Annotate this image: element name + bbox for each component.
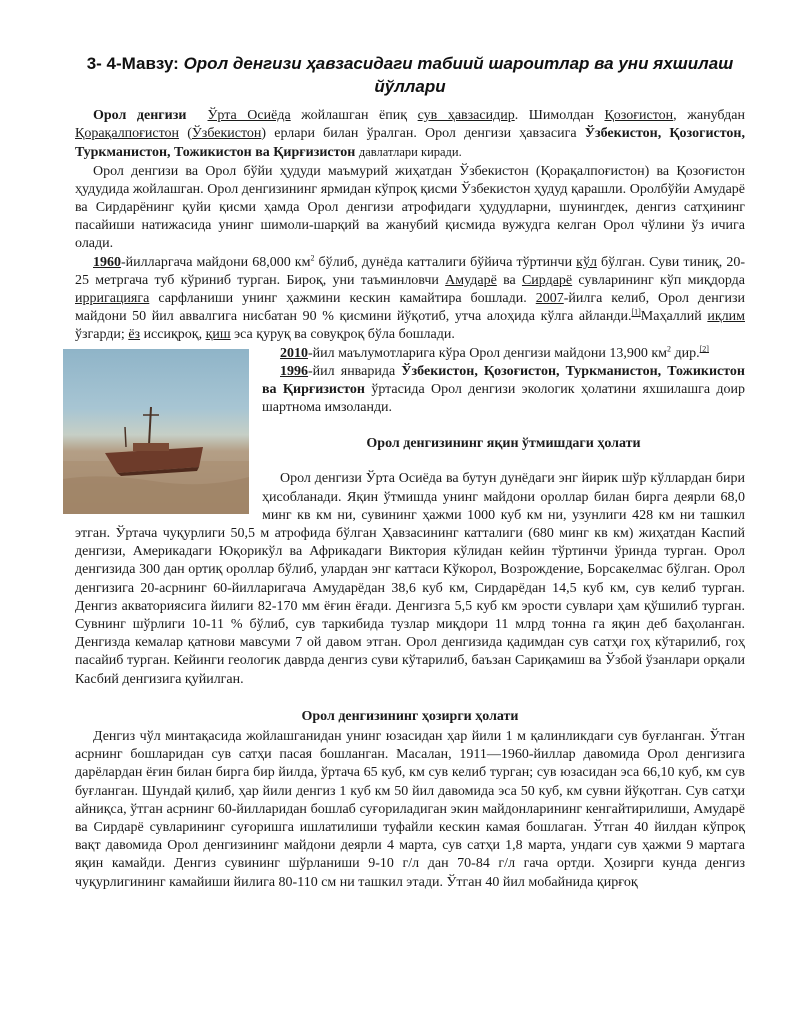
link-karakalpakstan[interactable]: Қорақалпоғистон	[75, 126, 180, 142]
link-year-1996[interactable]: 1996	[280, 363, 308, 379]
page-title	[75, 52, 745, 98]
document-page	[75, 52, 745, 892]
link-year-2007[interactable]: 2007	[535, 291, 564, 307]
current-state-paragraph: Денгиз чўл минтақасида жойлашганидан унинг юзасидан ҳар йили 1 м қалинликдаги сув буғланган. Ўтган асрнинг бошларидан сув сатҳи пасая бошланган. Масалан, 1911—1960-йиллар давомида Орол денгизига дарёлардан ёғин билан бирга бир йилда, ўртача 65 куб, км сув келиб турган; сув юзасидан эса 66,10 куб, км сув буғланган. Шундай қилиб, ҳар йили денгиз 1 куб км 50 йил давомида эса 50 куб, км сувни йўқотган. Сув сатҳи айниқса, ўтган асрнинг 60-йилларидан бошлаб суғориладиган экин майдонларининг кенгайтирилиши, Амударё ва Сирдарё сувларининг суғоришга ишлатилиши туфайли кескин камая бошлаган. Ўтган 40 йилдан кўпроқ вақт давомида Орол денгизининг майдони деярли 4 марта, сув сатҳи 1,8 марта, ундаги сув ҳажми 9 мартага яқин камайди. Денгиз сувининг шўрланиши 9-10 г/л дан 70-84 г/л гача ортди. Ҳозирги кунда денгиз чуқурлигининг камайиши йилига 80-110 см ни ташкил этади. Ўтган 40 йил мобайнида қирғоқ	[75, 728, 745, 890]
link-kazakhstan[interactable]: Қозоғистон	[604, 108, 674, 123]
link-year-1960[interactable]: 1960	[93, 254, 121, 270]
intro-paragraph: Орол денгизи Ўрта Осиёда жойлашган ёпиқ сув ҳавзасидир. Шимолдан Қозоғистон, жанубдан Қорақалпоғистон (Ўзбекистон) ерлари билан ўралган. Орол денгизи ҳавзасига Ўзбекистон, Қозогистон, Туркманистон, Тожикистон ва Қирғизистон давлатлари киради.	[75, 108, 745, 161]
link-water-basin[interactable]: сув ҳавзасидир	[417, 108, 515, 123]
link-amudarya[interactable]: Амударё	[445, 272, 497, 288]
link-winter[interactable]: қиш	[205, 327, 231, 343]
section-heading-current-state: Орол денгизининг ҳозирги ҳолати	[301, 708, 519, 724]
link-uzbekistan[interactable]: Ўзбекистон	[191, 126, 262, 142]
treaty-countries: Ўзбекистон, Қозоғистон, Туркманистон, Тожикистон ва Қирғизистон	[262, 363, 745, 398]
link-syrdarya[interactable]: Сирдарё	[521, 272, 573, 288]
recent-past-paragraph: Орол денгизи Ўрта Осиёда ва бутун дунёдаги энг йирик шўр кўллардан бири ҳисобланади. Яқин ўтмишда унинг майдони ороллар билан бирга деярли 68,0 минг кв км ни, сувининг ҳажми 1000 куб км ни, узунлиги 428 км ни ташкил этган. Ўртача чуқурлиги 50,5 м атрофида бўлган Ҳавзасининг катталиги (680 минг кв км) жиҳатдан Каспий денгизи, Америкадаги Юқорикўл ва Африкадаги Виктория кўлидан кейин тўртинчи ўринда турган. Орол денгизида 300 дан ортиқ ороллар бўлиб, улардан энг каттаси Кўкорол, Возрождение, Борсакелмас бўлган. Орол денгизига 20-асрнинг 60-йилларигача Амударёдан 38,6 куб км, Сирдарёдан 14,5 куб км, сув келиб турган. Денгиз акваториясига йилиги 82-170 мм ёғин ёғади. Денгизга 5,5 куб км эрости сувлари ҳам қўшилиб турган. Сувнинг шўрлиги 10-11 % бўлиб, сув таркибида тузлар миқдори 11 млрд тонна га яқин деб баҳоланган. Денгизда кемалар қатнови мавсуми 7 ой давом этган. Орол денгизида қадимдан сув сатҳи гоҳ кўтарилиб, гоҳ пасайиб турган. Кейинги геологик даврда денгиз суви кўтарилиб, баъзан Сариқамиш ва Ўзбой ўзанлари орқали Касбий денгизига қуйилган.	[75, 471, 745, 687]
link-central-asia[interactable]: Ўрта Осиёда	[207, 108, 291, 123]
admin-paragraph: Орол денгизи ва Орол бўйи ҳудуди маъмурий жиҳатдан Ўзбекистон (Қорақалпоғистон) ва Қозоғистон ҳудудида жойлашган. Орол денгизининг ярмидан кўпроқ қисми Ўзбекистон ҳудуд қарашли. Оролбўйи Амударё ва Сирдарёнинг қуйи қисми ҳамда Орол денгизи атрофидаги ҳудудларни, шунингдек, денгиз сатҳининг пасайиши натижасида унинг шимоли-шарқий ва жанубий қисмида вужудга келган Орол чўлини ўз ичига олади.	[75, 163, 745, 252]
treaty-paragraph: 1996-йил январида Ўзбекистон, Қозоғистон, Туркманистон, Тожикистон ва Қирғизистон ўртасида Орол денгизи экологик ҳолатини яхшилашга доир шартнома имзоланди.	[262, 363, 746, 416]
link-climate[interactable]: иқлим	[707, 309, 745, 325]
footnote-ref-2[interactable]: [2]	[699, 343, 709, 353]
link-irrigation[interactable]: ирригацияга	[75, 291, 150, 307]
link-lake[interactable]: кўл	[576, 254, 597, 270]
link-summer[interactable]: ёз	[128, 327, 141, 343]
basin-countries: Ўзбекистон, Қозогистон, Туркманистон, Тожикистон ва Қирғизистон	[75, 126, 745, 161]
link-year-2010[interactable]: 2010	[280, 345, 308, 361]
history-paragraph: 1960-йилларгача майдони 68,000 $км^2$ бўлиб, дунёда катталиги бўйича тўртинчи кўл бўлган. Суви тиниқ, 20-25 метргача туб кўриниб турган. Бироқ, уни таъминловчи Амударё ва Сирдарё сувларининг кўп миқдорда ирригацияга сарфланиши унинг ҳажмини кескин камайтира бошлади. 2007-йилга келиб, Орол денгизи майдони 50 йил аввалгига нисбатан 90 % қисмини йўқотиб, утча алоҳида кўлга айланди.[1]Маҳаллий иқлим ўзгарди; ёз иссиқроқ, қиш эса қуруқ ва совуқроқ бўла бошлади.	[75, 252, 746, 343]
section-heading-recent-past: Орол денгизининг яқин ўтмишдаги ҳолати	[366, 436, 641, 452]
area-2010-paragraph: 2010-йил маълумотларига кўра Орол денгизи майдони 13,900 $км^2$ дир.[2]	[280, 343, 709, 361]
footnote-ref-1[interactable]: [1]	[631, 307, 641, 317]
aral-ship-photo	[63, 349, 249, 514]
stranded-ship-image	[63, 349, 249, 514]
title-topic: Орол денгизи ҳавзасидаги табиий шароитлар ва уни яхшилаш йўллари	[183, 54, 734, 96]
title-number: 3- 4-Мавзу:	[86, 54, 179, 73]
